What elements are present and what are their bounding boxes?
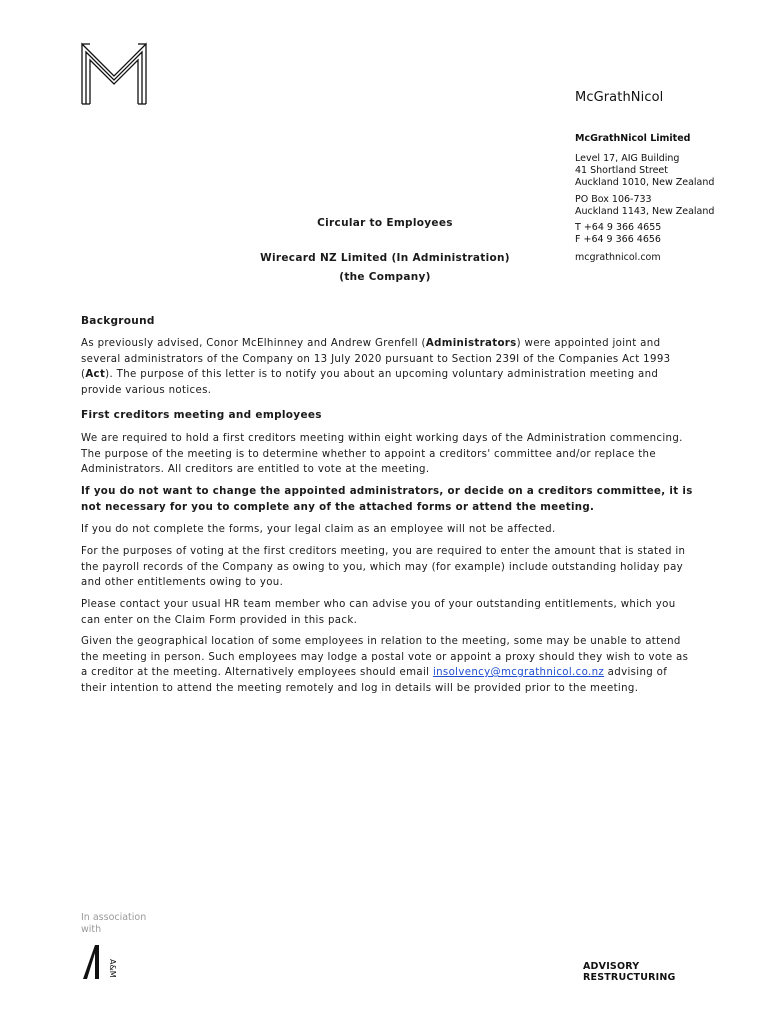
website <box>575 252 661 264</box>
am-mark-text: A&M <box>108 959 117 978</box>
po-box-address <box>575 194 714 218</box>
administrators-term: Administrators <box>425 338 517 349</box>
text-span: ) were appointed joint and several administrators of the Company on 13 July 2020 pursuant to Section 239I of the Companies Act 1993 ( <box>81 338 671 380</box>
association-line: with <box>81 924 102 935</box>
first-creditors-heading: First creditors meeting and employees <box>81 409 322 421</box>
background-heading: Background <box>81 315 155 327</box>
alvarez-marsal-logo <box>81 944 131 980</box>
street-address <box>575 153 714 189</box>
mcgrathnicol-monogram-logo <box>80 42 148 106</box>
act-term: Act <box>85 369 106 380</box>
po-line: PO Box 106-733 <box>575 194 652 205</box>
remote-attendance-paragraph <box>81 634 693 696</box>
text-span: As previously advised, Conor McElhinney and Andrew Grenfell ( <box>81 338 426 349</box>
company-name-text: McGrathNicol Limited <box>575 133 691 144</box>
company-name <box>575 133 690 145</box>
association-note <box>81 912 151 936</box>
association-line: In association <box>81 912 147 923</box>
address-line: 41 Shortland Street <box>575 165 669 176</box>
website-text: mcgrathnicol.com <box>575 252 661 263</box>
claim-paragraph: If you do not complete the forms, your legal claim as an employee will not be affected. <box>81 524 556 535</box>
company-line: Wirecard NZ Limited (In Administration) <box>260 252 510 264</box>
important-notice: If you do not want to change the appointed administrators, or decide on a creditors committee, it is not necessary for you to complete any of the attached forms or attend the meeting. <box>81 486 693 513</box>
fax-number: F +64 9 366 4656 <box>575 234 661 245</box>
advisory-restructuring-label <box>583 961 676 983</box>
voting-paragraph: For the purposes of voting at the first creditors meeting, you are required to enter the amount that is stated in the payroll records of the Company as owing to you, which may (for example) include outstanding holiday pay and other entitlements owing to you. <box>81 546 686 588</box>
address-line: Level 17, AIG Building <box>575 153 680 164</box>
text-span: ). The purpose of this letter is to notify you about an upcoming voluntary administration meeting and provide various notices. <box>81 369 659 396</box>
brand-name: McGrathNicol <box>575 90 664 105</box>
company-alias: (the Company) <box>339 271 431 283</box>
text-span: advising of their intention to attend the meeting remotely and log in details will be provided prior to the meeting. <box>81 667 668 694</box>
insolvency-email-link[interactable]: insolvency@mcgrathnicol.co.nz <box>432 667 605 678</box>
meeting-paragraph: We are required to hold a first creditors meeting within eight working days of the Administration commencing. The purpose of the meeting is to determine whether to appoint a creditors' committee and/or replace the Administrators. All creditors are entitled to vote at the meeting. <box>81 433 683 475</box>
phone-number: T +64 9 366 4655 <box>575 222 662 233</box>
restructuring-line: RESTRUCTURING <box>583 972 676 983</box>
circular-title: Circular to Employees <box>317 217 453 229</box>
text-span: Given the geographical location of some employees in relation to the meeting, some may be unable to attend the meeting in person. Such employees may lodge a postal vote or appoint a proxy should they wish to vote as a creditor at the meeting. Alternatively employees should email <box>81 636 689 678</box>
background-paragraph <box>81 336 693 398</box>
address-line: Auckland 1010, New Zealand <box>575 177 715 188</box>
advisory-line: ADVISORY <box>583 961 640 972</box>
contact-numbers <box>575 222 661 246</box>
hr-contact-paragraph: Please contact your usual HR team member who can advise you of your outstanding entitlements, which you can enter on the Claim Form provided in this pack. <box>81 599 676 626</box>
po-line: Auckland 1143, New Zealand <box>575 206 715 217</box>
